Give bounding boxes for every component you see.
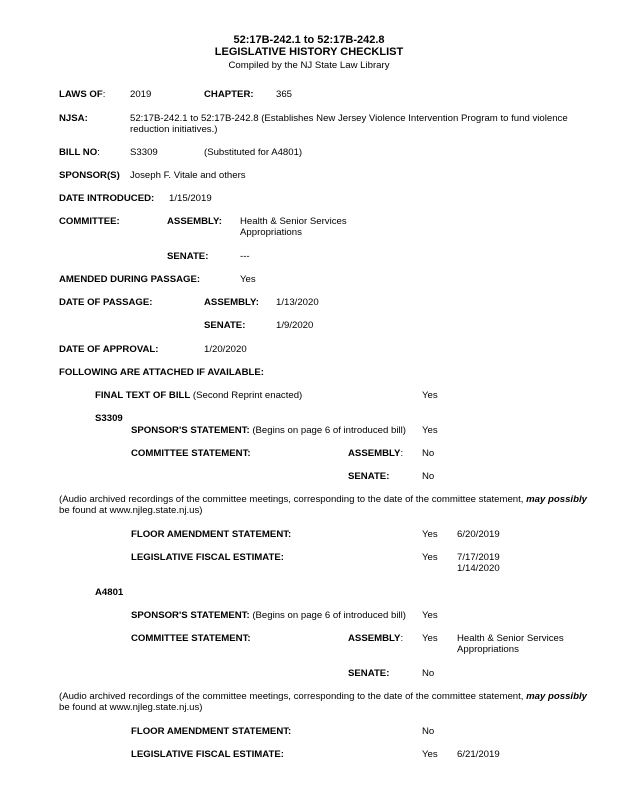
s3309-audio-note-line2: be found at www.njleg.state.nj.us) xyxy=(59,505,203,516)
date-of-approval-label: DATE OF APPROVAL: xyxy=(59,344,159,355)
committee-assembly-value-line2: Appropriations xyxy=(240,227,302,238)
njsa-label: NJSA: xyxy=(59,113,88,124)
s3309-senate-value: No xyxy=(422,471,435,482)
a4801-senate-value: No xyxy=(422,668,435,679)
committee-senate-value: --- xyxy=(240,251,250,262)
s3309-floor-amendment-date: 6/20/2019 xyxy=(457,529,500,540)
s3309-sponsor-statement-label: SPONSOR'S STATEMENT: (Begins on page 6 of introduced bill) xyxy=(131,425,406,436)
s3309-sponsor-statement-value: Yes xyxy=(422,425,438,436)
a4801-sponsor-statement-label: SPONSOR'S STATEMENT: (Begins on page 6 of introduced bill) xyxy=(131,610,406,621)
passage-senate-value: 1/9/2020 xyxy=(276,320,314,331)
bill-no-label: BILL NO: xyxy=(59,147,100,158)
passage-senate-label: SENATE: xyxy=(204,320,246,331)
passage-assembly-value: 1/13/2020 xyxy=(276,297,319,308)
final-text-label: FINAL TEXT OF BILL (Second Reprint enacted) xyxy=(95,390,303,401)
a4801-fiscal-estimate-date: 6/21/2019 xyxy=(457,749,500,760)
compiled-by: Compiled by the NJ State Law Library xyxy=(228,60,390,71)
following-attached-heading: FOLLOWING ARE ATTACHED IF AVAILABLE: xyxy=(59,367,264,378)
date-introduced-value: 1/15/2019 xyxy=(169,193,212,204)
a4801-sponsor-statement-value: Yes xyxy=(422,610,438,621)
s3309-assembly-label: ASSEMBLY: xyxy=(348,448,404,459)
a4801-committee-statement-label: COMMITTEE STATEMENT: xyxy=(131,633,251,644)
committee-label: COMMITTEE: xyxy=(59,216,120,227)
document-subtitle: LEGISLATIVE HISTORY CHECKLIST xyxy=(214,46,404,58)
s3309-fiscal-estimate-label: LEGISLATIVE FISCAL ESTIMATE: xyxy=(131,552,284,563)
a4801-senate-label: SENATE: xyxy=(348,668,390,679)
passage-assembly-label: ASSEMBLY: xyxy=(204,297,259,308)
sponsors-value: Joseph F. Vitale and others xyxy=(130,170,246,181)
a4801-assembly-value: Yes xyxy=(422,633,438,644)
committee-assembly-value-line1: Health & Senior Services xyxy=(240,216,347,227)
laws-of-value: 2019 xyxy=(130,89,152,100)
njsa-value-line2: reduction initiatives.) xyxy=(130,124,218,135)
a4801-floor-amendment-value: No xyxy=(422,726,435,737)
chapter-value: 365 xyxy=(276,89,293,100)
s3309-assembly-value: No xyxy=(422,448,435,459)
a4801-assembly-label: ASSEMBLY: xyxy=(348,633,404,644)
s3309-senate-label: SENATE: xyxy=(348,471,390,482)
committee-senate-label: SENATE: xyxy=(167,251,209,262)
bill-substituted-note: (Substituted for A4801) xyxy=(204,147,303,158)
a4801-bill-heading: A4801 xyxy=(95,587,124,598)
amended-label: AMENDED DURING PASSAGE: xyxy=(59,274,201,285)
s3309-committee-statement-label: COMMITTEE STATEMENT: xyxy=(131,448,251,459)
a4801-audio-note-line1: (Audio archived recordings of the committee meetings, corresponding to the date of the committee statement, may possibly xyxy=(59,691,587,702)
s3309-fiscal-estimate-value: Yes xyxy=(422,552,438,563)
bill-no-value: S3309 xyxy=(130,147,158,158)
a4801-fiscal-estimate-value: Yes xyxy=(422,749,438,760)
s3309-bill-heading: S3309 xyxy=(95,413,123,424)
date-of-passage-label: DATE OF PASSAGE: xyxy=(59,297,153,308)
date-introduced-label: DATE INTRODUCED: xyxy=(59,193,155,204)
chapter-label: CHAPTER: xyxy=(204,89,254,100)
a4801-fiscal-estimate-label: LEGISLATIVE FISCAL ESTIMATE: xyxy=(131,749,284,760)
s3309-audio-note-line1: (Audio archived recordings of the committee meetings, corresponding to the date of the committee statement, may possibly xyxy=(59,494,587,505)
s3309-fiscal-estimate-date1: 7/17/2019 xyxy=(457,552,500,563)
a4801-floor-amendment-label: FLOOR AMENDMENT STATEMENT: xyxy=(131,726,292,737)
laws-of-label: LAWS OF: xyxy=(59,89,106,100)
a4801-assembly-committee-line1: Health & Senior Services xyxy=(457,633,564,644)
sponsors-label: SPONSOR(S) xyxy=(59,170,120,181)
s3309-fiscal-estimate-date2: 1/14/2020 xyxy=(457,563,500,574)
committee-assembly-label: ASSEMBLY: xyxy=(167,216,222,227)
date-of-approval-value: 1/20/2020 xyxy=(204,344,247,355)
final-text-value: Yes xyxy=(422,390,438,401)
s3309-floor-amendment-value: Yes xyxy=(422,529,438,540)
document-title: 52:17B-242.1 to 52:17B-242.8 xyxy=(233,34,385,46)
njsa-value-line1: 52:17B-242.1 to 52:17B-242.8 (Establishes New Jersey Violence Intervention Program to fund violence xyxy=(130,113,568,124)
a4801-assembly-committee-line2: Appropriations xyxy=(457,644,519,655)
s3309-floor-amendment-label: FLOOR AMENDMENT STATEMENT: xyxy=(131,529,292,540)
a4801-audio-note-line2: be found at www.njleg.state.nj.us) xyxy=(59,702,203,713)
amended-value: Yes xyxy=(240,274,256,285)
